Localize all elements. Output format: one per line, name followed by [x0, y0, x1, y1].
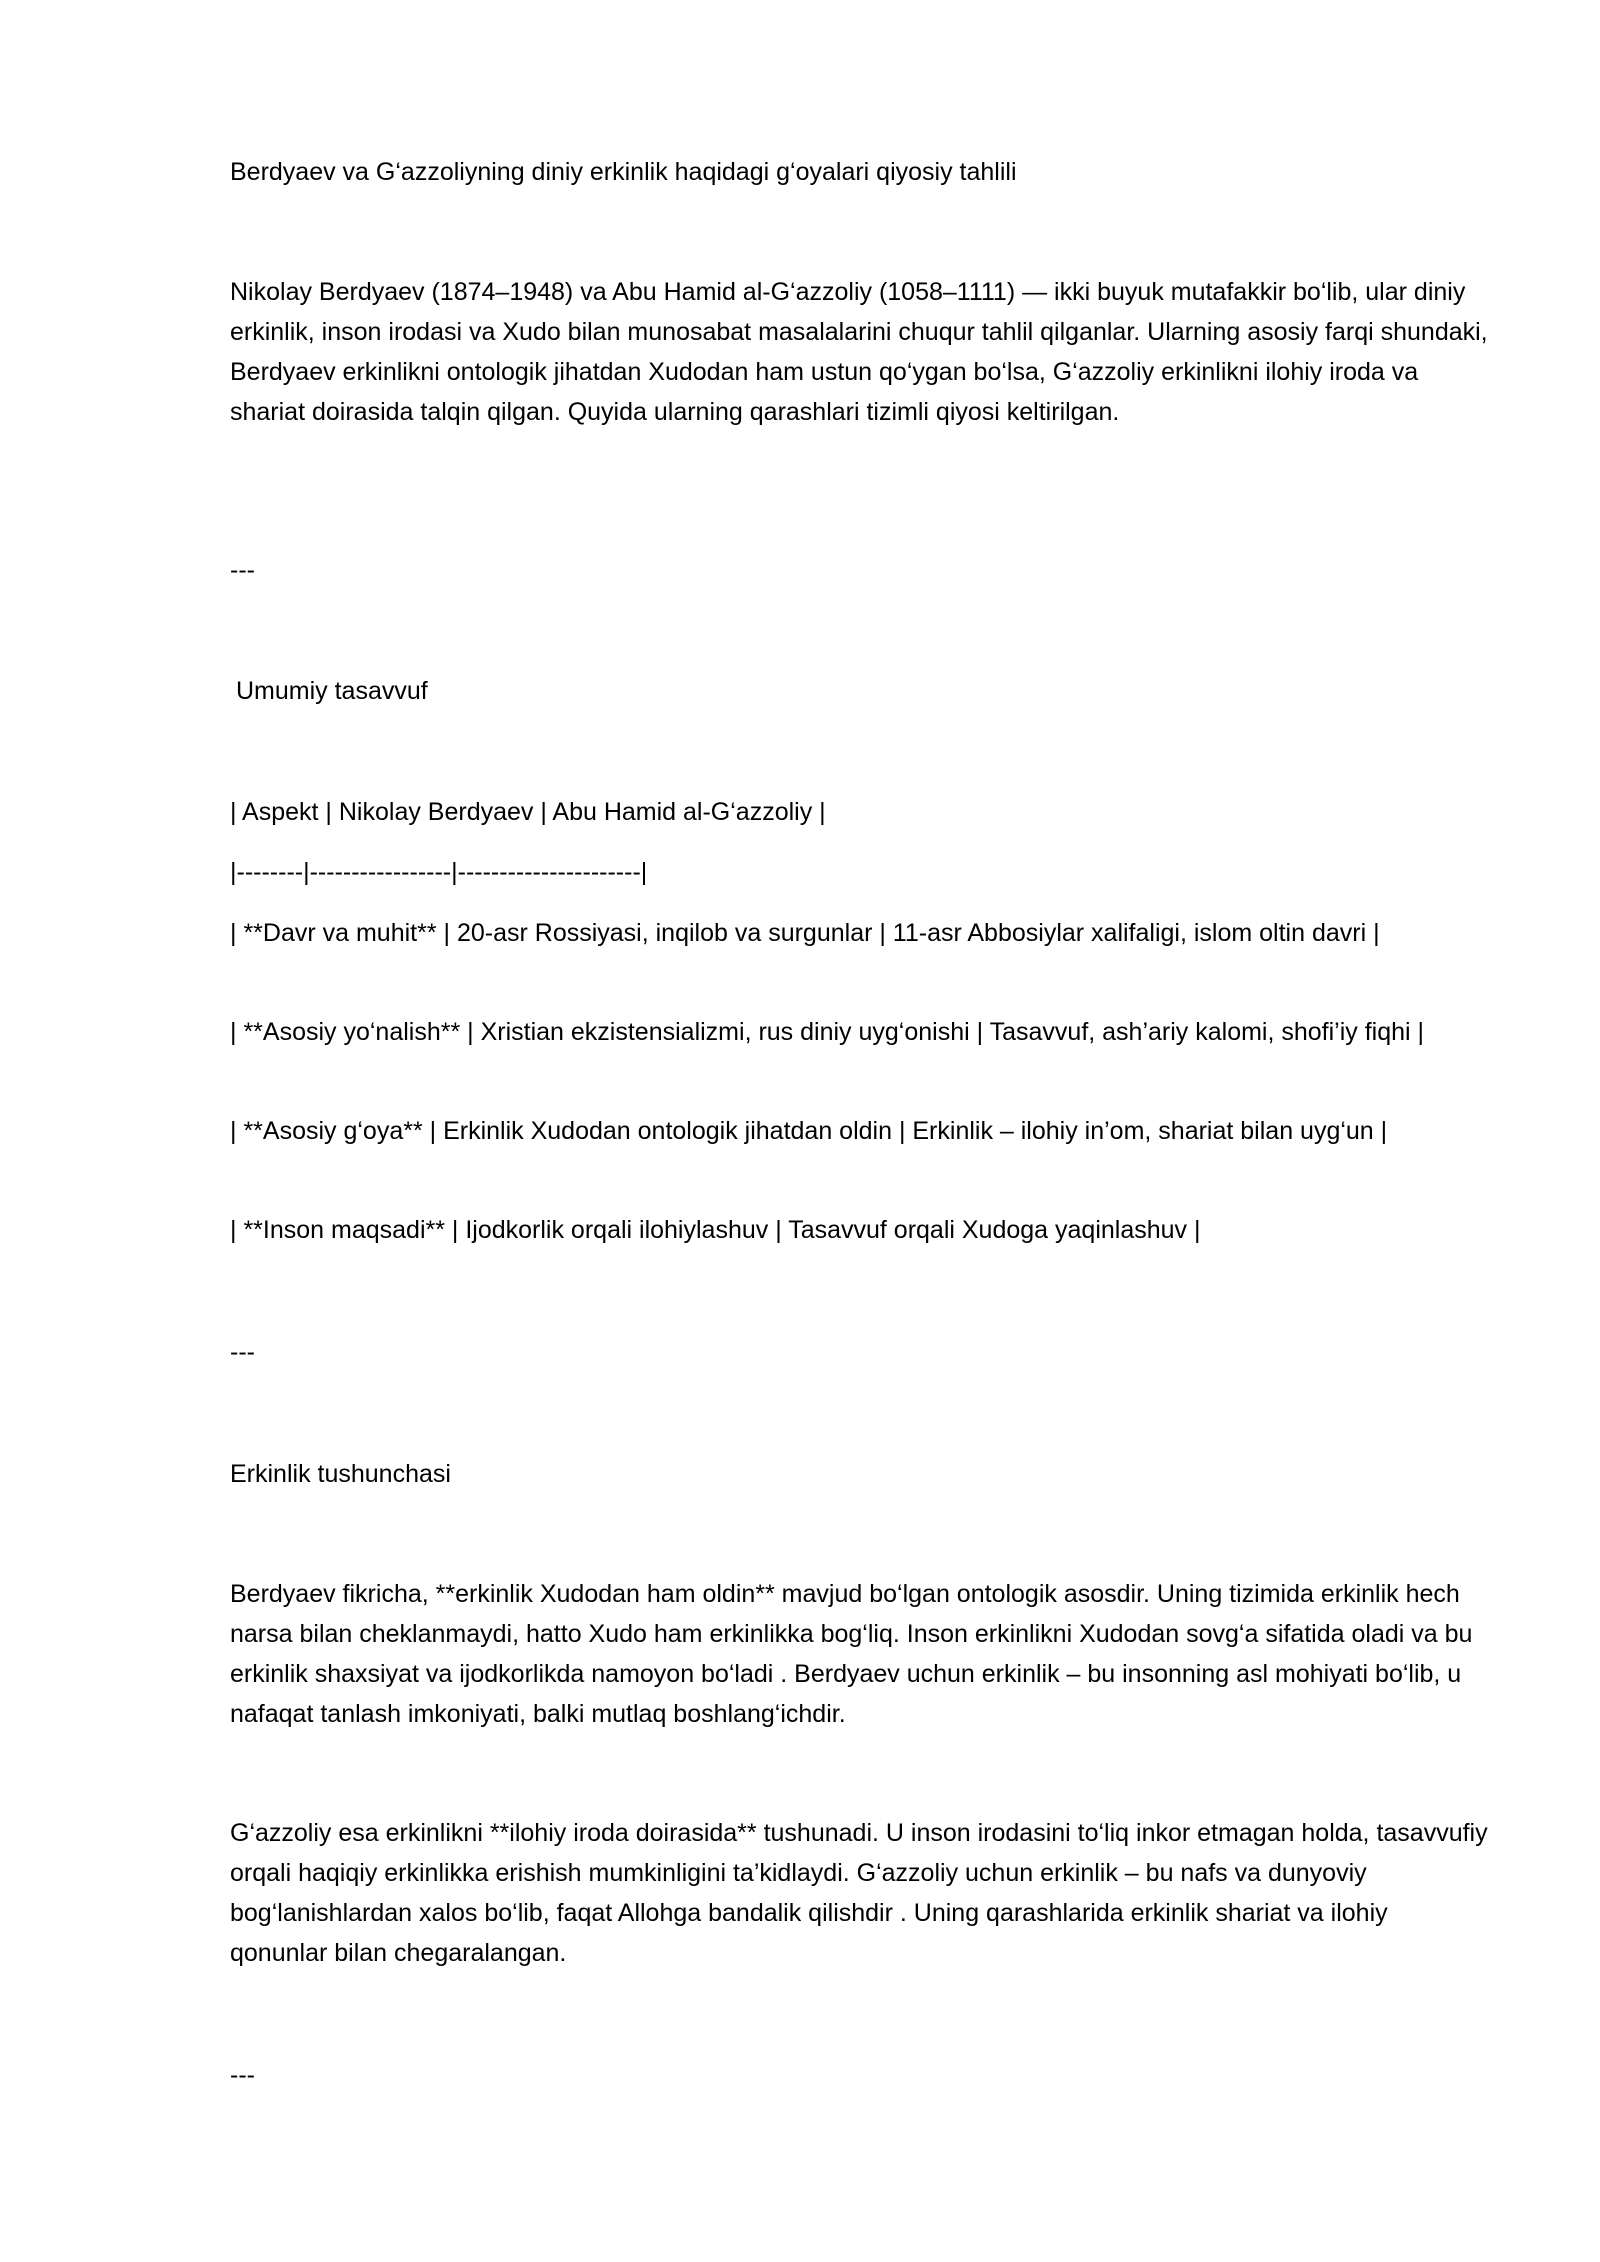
separator-2: ---	[230, 1338, 255, 1366]
document-title: Berdyaev va G‘azzoliyning diniy erkinlik haqidagi g‘oyalari qiyosiy tahlili	[230, 158, 1017, 186]
section-heading-freedom: Erkinlik tushunchasi	[230, 1460, 451, 1488]
paragraph-gazzoliy: G‘azzoliy esa erkinlikni **ilohiy iroda doirasida** tushunadi. U inson irodasini to‘liq inkor etmagan holda, tasavvufiy orqali haqiqiy erkinlikka erishish mumkinligini ta’kidlaydi. G‘azzoliy uchun erkinlik – bu nafs va dunyoviy bog‘lanishlardan xalos bo‘lib, faqat Allohga bandalik qilishdir . Uning qarashlarida erkinlik shariat va ilohiy qonunlar bilan chegaralangan.	[230, 1819, 1488, 1967]
table-row: | **Davr va muhit** | 20-asr Rossiyasi, inqilob va surgunlar | 11-asr Abbosiylar xalifaligi, islom oltin davri |	[230, 919, 1380, 947]
table-row-divider: |--------|-----------------|----------------------|	[230, 858, 648, 886]
table-row: | **Asosiy g‘oya** | Erkinlik Xudodan ontologik jihatdan oldin | Erkinlik – ilohiy in’om, shariat bilan uyg‘un |	[230, 1117, 1388, 1145]
table-row-header: | Aspekt | Nikolay Berdyaev | Abu Hamid al-G‘azzoliy |	[230, 798, 826, 826]
separator-3: ---	[230, 2061, 255, 2089]
separator-1: ---	[230, 556, 255, 584]
table-row: | **Asosiy yo‘nalish** | Xristian ekzistensializmi, rus diniy uyg‘onishi | Tasavvuf, ash’ariy kalomi, shofi’iy fiqhi |	[230, 1018, 1425, 1046]
intro-paragraph: Nikolay Berdyaev (1874–1948) va Abu Hamid al-G‘azzoliy (1058–1111) — ikki buyuk mutafakkir bo‘lib, ular diniy erkinlik, inson irodasi va Xudo bilan munosabat masalalarini chuqur tahlil qilganlar. Ularning asosiy farqi shundaki, Berdyaev erkinlikni ontologik jihatdan Xudodan ham ustun qo‘ygan bo‘lsa, G‘azzoliy erkinlikni ilohiy iroda va shariat doirasida talqin qilgan. Quyida ularning qarashlari tizimli qiyosi keltirilgan.	[230, 278, 1488, 426]
section-heading-overview: Umumiy tasavvuf	[236, 677, 428, 705]
table-row: | **Inson maqsadi** | Ijodkorlik orqali ilohiylashuv | Tasavvuf orqali Xudoga yaqinlashuv |	[230, 1216, 1201, 1244]
paragraph-berdyaev: Berdyaev fikricha, **erkinlik Xudodan ham oldin** mavjud bo‘lgan ontologik asosdir. Uning tizimida erkinlik hech narsa bilan cheklanmaydi, hatto Xudo ham erkinlikka bog‘liq. Inson erkinlikni Xudodan sovg‘a sifatida oladi va bu erkinlik shaxsiyat va ijodkorlikda namoyon bo‘ladi . Berdyaev uchun erkinlik – bu insonning asl mohiyati bo‘lib, u nafaqat tanlash imkoniyati, balki mutlaq boshlang‘ichdir.	[230, 1580, 1473, 1728]
